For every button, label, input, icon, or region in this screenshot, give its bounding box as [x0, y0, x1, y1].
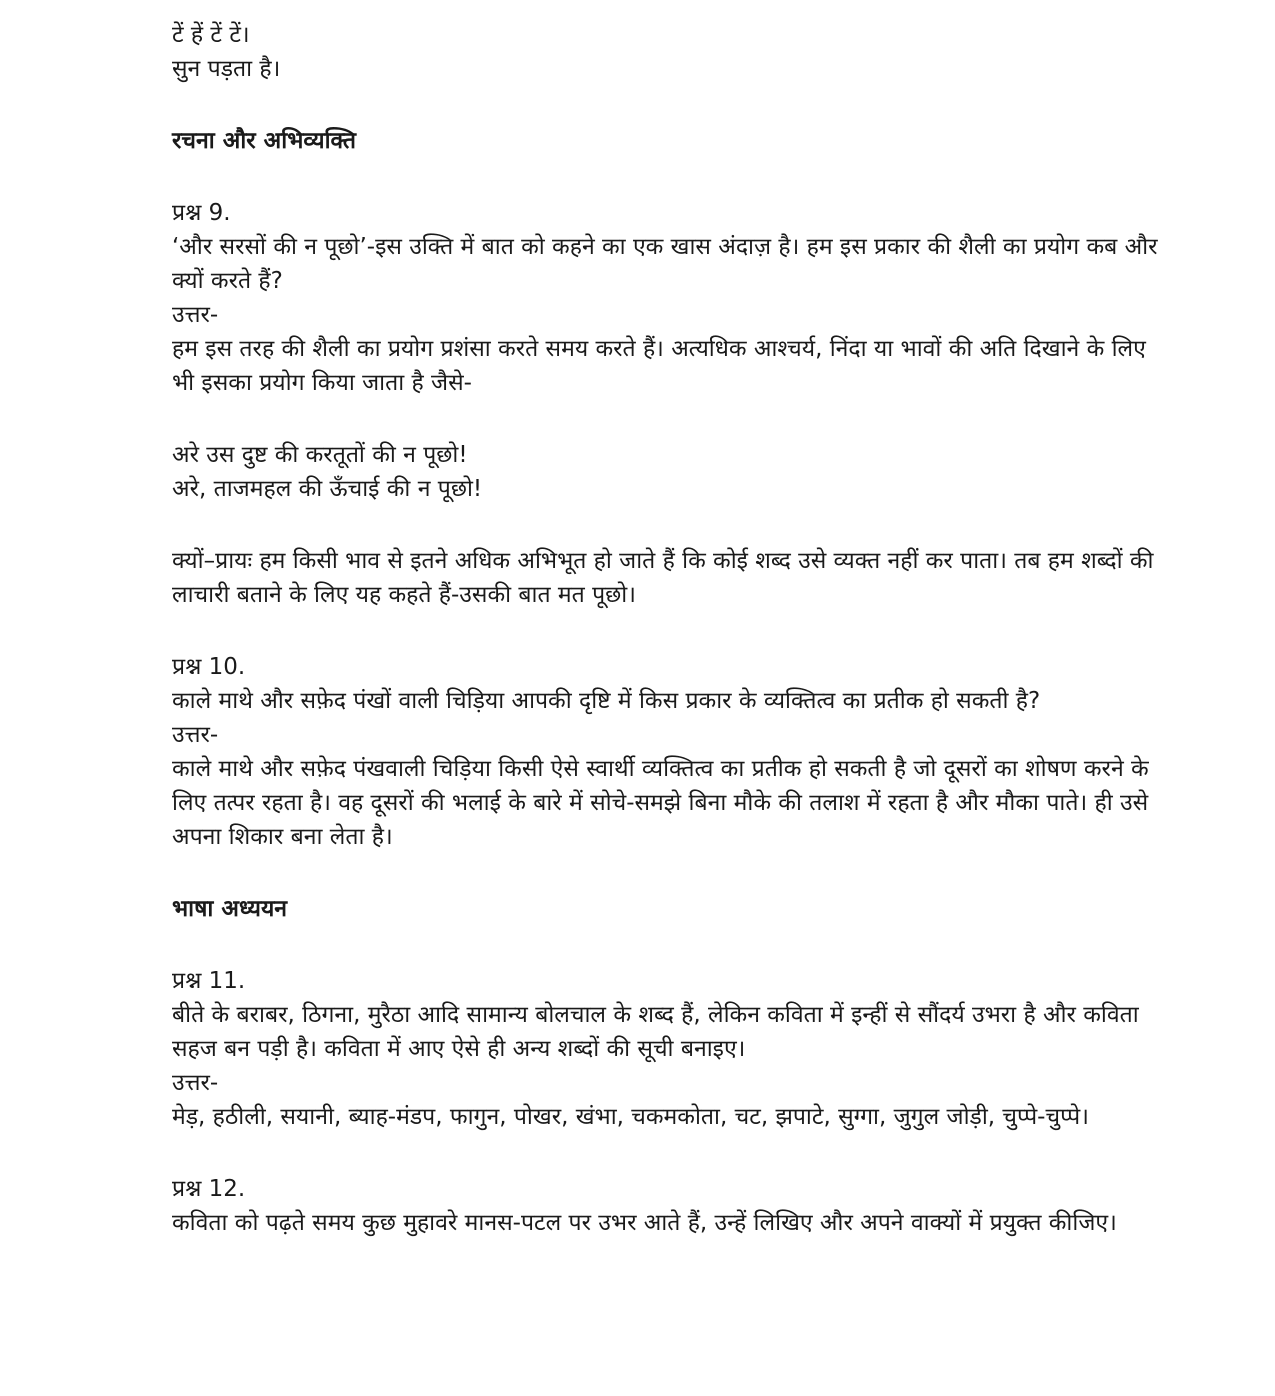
q10-answer: काले माथे और सफ़ेद पंखवाली चिड़िया किसी ऐसे स्वार्थी व्यक्तित्व का प्रतीक हो सकती है जो दूसरों का शोषण करने के लिए तत्पर रहता है। वह दूसरों की भलाई के बारे में सोचे-समझे बिना मौके की तलाश में रहता है और मौका पाते। ही उसे अपना शिकार बना लेता है। — [172, 756, 1149, 850]
q9-answer-label: उत्तर- — [172, 302, 219, 328]
q10-question: काले माथे और सफ़ेद पंखों वाली चिड़िया आपकी दृष्टि में किस प्रकार के व्यक्तित्व का प्रतीक हो सकती है? — [172, 688, 1041, 714]
q10-label: प्रश्न 10. — [172, 654, 246, 680]
q10-answer-label: उत्तर- — [172, 722, 219, 748]
section-heading-rachna: रचना और अभिव्यक्ति — [172, 128, 356, 154]
q11-answer-label: उत्तर- — [172, 1070, 219, 1096]
q11-label: प्रश्न 11. — [172, 968, 246, 994]
q9-example-1: अरे उस दुष्ट की करतूतों की न पूछो! — [172, 442, 468, 468]
q12-label: प्रश्न 12. — [172, 1176, 246, 1202]
section-heading-bhasha: भाषा अध्ययन — [172, 896, 288, 922]
poem-line-1: टें हें टें टें। — [172, 22, 250, 48]
q11-answer: मेड़, हठीली, सयानी, ब्याह-मंडप, फागुन, पोखर, खंभा, चकमकोता, चट, झपाटे, सुग्गा, जुगुल जोड़ी, चुप्पे-चुप्पे। — [172, 1104, 1089, 1130]
q9-example-2: अरे, ताजमहल की ऊँचाई की न पूछो! — [172, 476, 483, 502]
q12-question: कविता को पढ़ते समय कुछ मुहावरे मानस-पटल पर उभर आते हैं, उन्हें लिखिए और अपने वाक्यों में प्रयुक्त कीजिए। — [172, 1210, 1117, 1236]
q11-question: बीते के बराबर, ठिगना, मुरैठा आदि सामान्य बोलचाल के शब्द हैं, लेकिन कविता में इन्हीं से सौंदर्य उभरा है और कविता सहज बन पड़ी है। कविता में आए ऐसे ही अन्य शब्दों की सूची बनाइए। — [172, 1002, 1139, 1062]
document-page — [172, 18, 1162, 1240]
poem-line-2: सुन पड़ता है। — [172, 56, 281, 82]
q9-question: ‘और सरसों की न पूछो’-इस उक्ति में बात को कहने का एक खास अंदाज़ है। हम इस प्रकार की शैली का प्रयोग कब और क्यों करते हैं? — [172, 234, 1158, 294]
q9-label: प्रश्न 9. — [172, 200, 231, 226]
q9-why: क्यों–प्रायः हम किसी भाव से इतने अधिक अभिभूत हो जाते हैं कि कोई शब्द उसे व्यक्त नहीं कर पाता। तब हम शब्दों की लाचारी बताने के लिए यह कहते हैं-उसकी बात मत पूछो। — [172, 548, 1154, 608]
q9-answer: हम इस तरह की शैली का प्रयोग प्रशंसा करते समय करते हैं। अत्यधिक आश्चर्य, निंदा या भावों की अति दिखाने के लिए भी इसका प्रयोग किया जाता है जैसे- — [172, 336, 1146, 396]
